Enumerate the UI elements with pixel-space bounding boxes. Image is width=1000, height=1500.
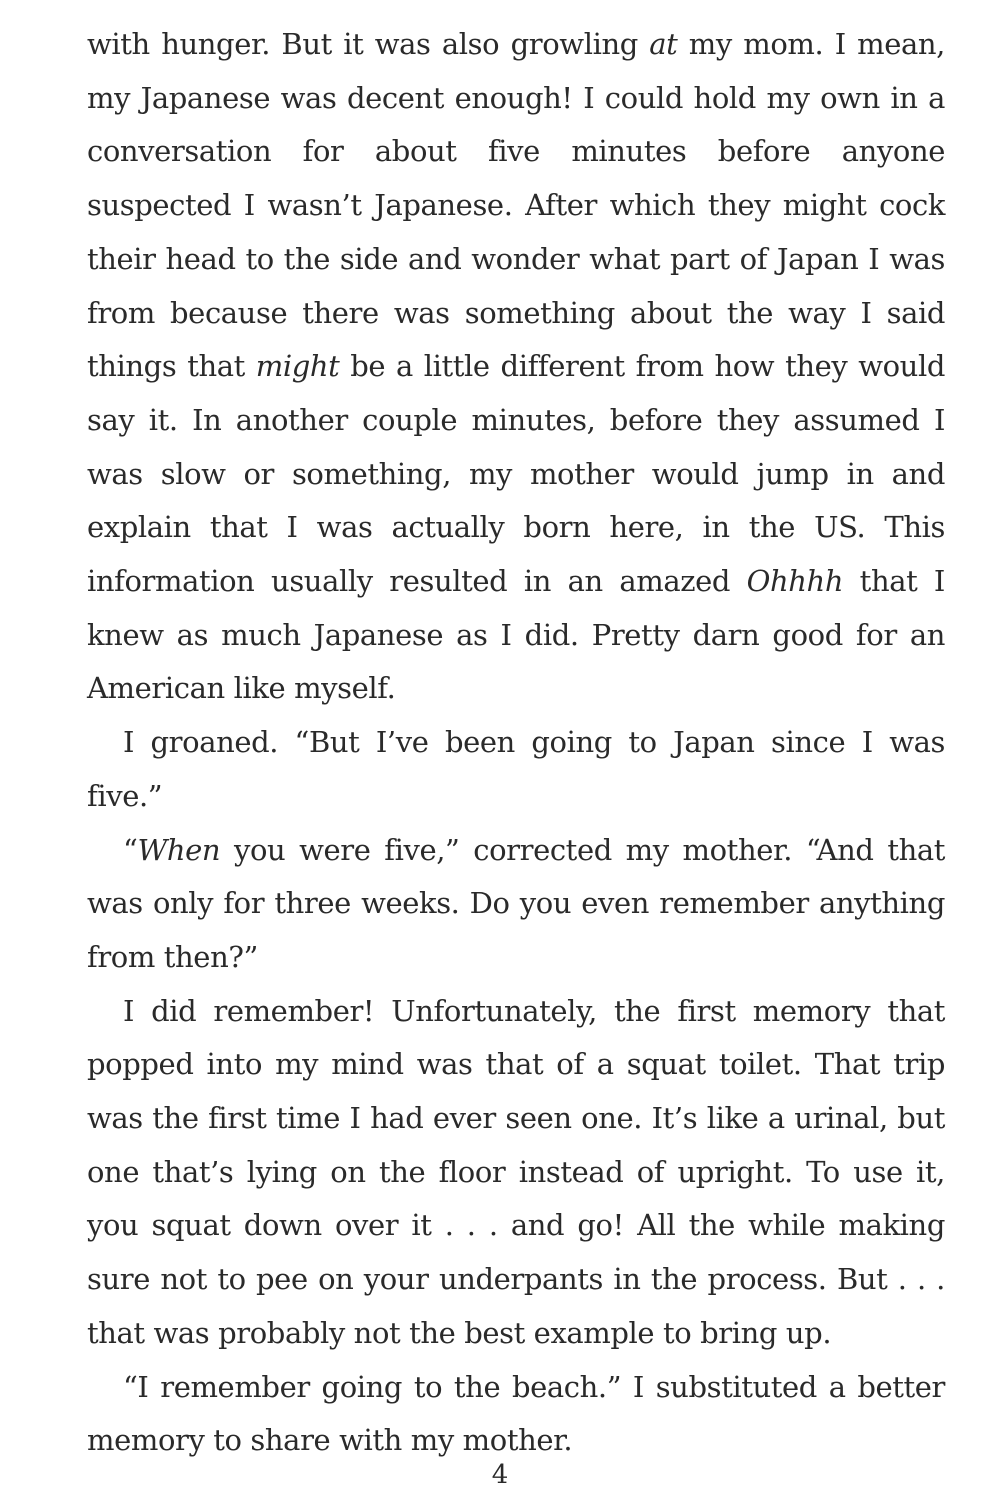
paragraph-2 — [87, 716, 945, 823]
text-run: “I remember going to the beach.” I substituted a better memory to share with my mother. — [87, 1369, 945, 1458]
text-run: you were five,” corrected my mother. “And that was only for three weeks. Do you even remember anything from then?” — [87, 832, 945, 974]
text-run: I did remember! Unfortunately, the first memory that popped into my mind was that of a squat toilet. That trip was the first time I had ever seen one. It’s like a urinal, but one that’s lying on the floor instead of upright. To use it, you squat down over it . . . and go! All the while making sure not to pee on your underpants in the process. But . . . that was probably not the best example to bring up. — [87, 993, 945, 1350]
page-number: 4 — [491, 1460, 509, 1490]
paragraph-3 — [87, 824, 945, 985]
text-run: that I knew as much Japanese as I did. Pretty darn good for an American like myself. — [87, 564, 945, 706]
text-run: be a little different from how they would say it. In another couple minutes, before they assumed I was slow or something, my mother would jump in and explain that I was actually born here, in the US. This information usually resulted in an amazed — [87, 349, 946, 599]
text-run: my mom. I mean, my Japanese was decent enough! I could hold my own in a conversation for about five minutes before anyone suspected I wasn’t Japanese. After which they might cock their head to the side and wonder what part of Japan I was from because there was something about the way I said things that — [87, 27, 945, 384]
text-run: I groaned. “But I’ve been going to Japan since I was five.” — [87, 725, 945, 813]
page-text — [87, 18, 945, 1468]
text-run: “ — [123, 832, 138, 867]
paragraph-5 — [87, 1361, 945, 1468]
text-run: with hunger. But it was also growling — [87, 27, 650, 61]
italic-text: When — [137, 832, 221, 867]
italic-text: at — [649, 27, 678, 61]
italic-text: Ohhhh — [746, 564, 844, 599]
italic-text: might — [255, 349, 340, 384]
paragraph-4 — [87, 985, 945, 1361]
paragraph-1 — [87, 18, 945, 716]
